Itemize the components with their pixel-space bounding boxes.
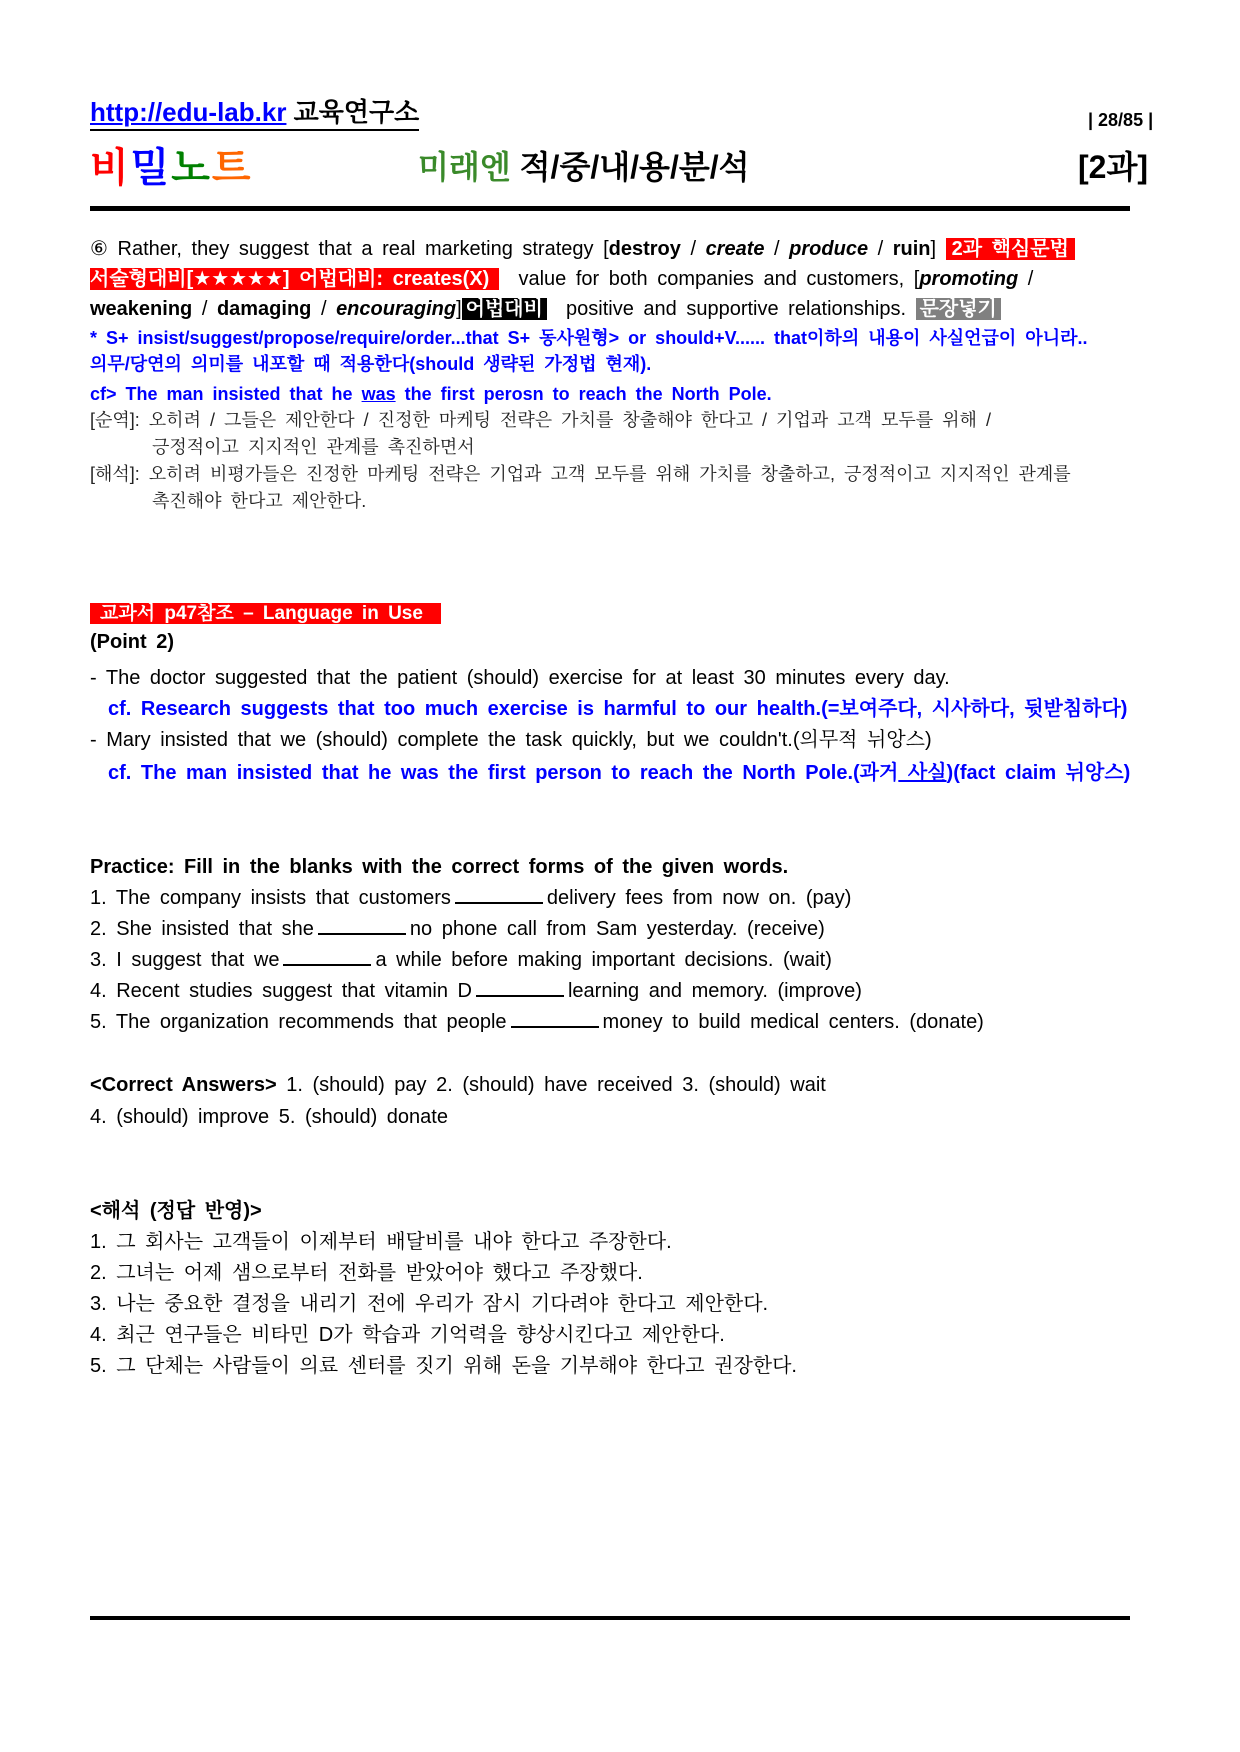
translation-item: 1. 그 회사는 고객들이 이제부터 배달비를 내야 한다고 주장한다. [90, 1231, 672, 1253]
answers-label: <Correct Answers> [90, 1074, 277, 1096]
text: value for both companies and customers, [ [518, 268, 920, 290]
option: encouraging [336, 298, 457, 320]
text: Rather, they suggest that a real marketing strategy [ [117, 238, 609, 260]
answers-line-1 [90, 1072, 826, 1098]
tag-grammar: 어법대비 [462, 298, 547, 320]
translation-item: 4. 최근 연구들은 비타민 D가 학습과 기억력을 향상시킨다고 제안한다. [90, 1324, 725, 1346]
option: damaging [216, 298, 312, 320]
option: ruin [892, 238, 931, 260]
footer-divider [90, 1616, 1130, 1620]
subtitle: 적/중/내/용/분/석 [519, 149, 750, 185]
practice-text: 2. She insisted that she [90, 918, 314, 940]
lesson-label: [2과] [1078, 149, 1149, 185]
practice-title: Practice: Fill in the blanks with the correct forms of the given words. [90, 856, 789, 878]
answer-blank [511, 1012, 599, 1028]
translation-title: <해석 (정답 반영)> [90, 1200, 262, 1222]
point-label: (Point 2) [90, 631, 174, 653]
site-link[interactable]: http://edu-lab.kr [90, 97, 287, 127]
option: produce [789, 238, 869, 260]
answer-blank [283, 950, 371, 966]
order-translation-cont: 긍정적이고 지지적인 관계를 촉진하면서 [152, 437, 475, 457]
item6-line1 [90, 236, 1075, 262]
item-number: ⑥ [90, 238, 108, 260]
practice-item [90, 1009, 984, 1035]
cf-note [90, 381, 772, 407]
logo-char: 노 [171, 146, 212, 190]
answer-blank [476, 981, 564, 997]
example-1: - The doctor suggested that the patient (should) exercise for at least 30 minutes every day. [90, 667, 950, 689]
text: positive and supportive relationships. [566, 298, 907, 320]
practice-text: 5. The organization recommends that people [90, 1011, 507, 1033]
practice-text: 1. The company insists that customers [90, 887, 451, 909]
tag-essay: 서술형대비[★★★★★] 어법대비: creates(X) [90, 268, 499, 290]
example-2: - Mary insisted that we (should) complete the task quickly, but we couldn't.(의무적 뉘앙스) [90, 729, 932, 751]
translation-item: 2. 그녀는 어제 샘으로부터 전화를 받았어야 했다고 주장했다. [90, 1262, 643, 1284]
option: destroy [608, 238, 681, 260]
practice-text: a while before making important decisions. (wait) [375, 949, 832, 971]
order-translation [90, 407, 991, 433]
item6-line3 [90, 296, 1001, 322]
sep: / [868, 238, 893, 260]
sep: / [680, 238, 706, 260]
sep: / [1018, 268, 1034, 290]
text: the first perosn to reach the North Pole. [395, 384, 772, 404]
sep: / [764, 238, 790, 260]
answers-line-2: 4. (should) improve 5. (should) donate [90, 1106, 448, 1128]
practice-text: delivery fees from now on. (pay) [546, 887, 852, 909]
practice-item [90, 978, 862, 1004]
doc-title [418, 142, 750, 188]
translation-item: 5. 그 단체는 사람들이 의료 센터를 짓기 위해 돈을 기부해야 한다고 권장한다. [90, 1355, 797, 1377]
header-divider [90, 206, 1130, 211]
text: cf> The man insisted that he [90, 384, 362, 404]
logo-char: 트 [211, 146, 253, 190]
sep: / [311, 298, 337, 320]
tag-insert: 문장넣기 [916, 298, 1001, 320]
bracket: ] [456, 298, 462, 320]
answer-blank [455, 888, 543, 904]
practice-text: money to build medical centers. (donate) [602, 1011, 984, 1033]
header-link-line [90, 92, 419, 131]
section-header-label: 교과서 p47참조 – Language in Use [90, 603, 441, 624]
translation-item: 3. 나는 중요한 결정을 내리기 전에 우리가 잠시 기다려야 한다고 제안한다. [90, 1293, 769, 1315]
subtitle-publisher: 미래엔 [418, 149, 511, 185]
cf-example-2 [108, 760, 1130, 786]
text: 오히려 비평가들은 진정한 마케팅 전략은 기업과 고객 모두를 위해 가치를 창출하고, 긍정적이고 지지적인 관계를 [148, 464, 1071, 484]
practice-item [90, 885, 851, 911]
cf-example-1: cf. Research suggests that too much exercise is harmful to our health.(=보여주다, 시사하다, 뒷받침하다) [108, 698, 1128, 720]
page-number: | 28/85 | [1088, 110, 1154, 130]
section-header [90, 601, 441, 627]
sep: / [192, 298, 217, 320]
translation [90, 461, 1071, 487]
option: create [705, 238, 765, 260]
tag-core-grammar: 2과 핵심문법 [946, 238, 1075, 260]
practice-text: no phone call from Sam yesterday. (receive) [409, 918, 825, 940]
practice-item [90, 947, 832, 973]
underlined-word: was [361, 384, 396, 404]
label: [해석]: [90, 464, 140, 484]
text: )(fact claim 뉘앙스) [946, 762, 1131, 784]
label: [순역]: [90, 410, 140, 430]
item6-line2 [90, 266, 1033, 292]
bracket: ] [930, 238, 937, 260]
translation-cont: 촉진해야 한다고 제안한다. [152, 491, 367, 511]
answer-blank [318, 919, 406, 935]
logo-char: 비 [90, 146, 131, 190]
grammar-note-2: 의무/당연의 의미를 내포할 때 적용한다(should 생략된 가정법 현재). [90, 354, 652, 374]
text: cf. The man insisted that he was the first person to reach the North Pole.(과거 [108, 762, 899, 784]
logo [90, 136, 253, 193]
practice-text: 4. Recent studies suggest that vitamin D [90, 980, 472, 1002]
option: promoting [919, 268, 1019, 290]
underlined-word: 사실 [898, 762, 947, 784]
text: 오히려 / 그들은 제안한다 / 진정한 마케팅 전략은 가치를 창출해야 한다고 / 기업과 고객 모두를 위해 / [148, 410, 991, 430]
text: 1. (should) pay 2. (should) have received 3. (should) wait [276, 1074, 826, 1096]
option: weakening [90, 298, 193, 320]
institute-name: 교육연구소 [293, 97, 420, 127]
logo-char: 밀 [130, 146, 172, 190]
grammar-note-1: * S+ insist/suggest/propose/require/order...that S+ 동사원형> or should+V...... that이하의 내용이 사실언급이 아니라.. [90, 328, 1088, 348]
practice-text: learning and memory. (improve) [567, 980, 862, 1002]
practice-text: 3. I suggest that we [90, 949, 280, 971]
practice-item [90, 916, 825, 942]
